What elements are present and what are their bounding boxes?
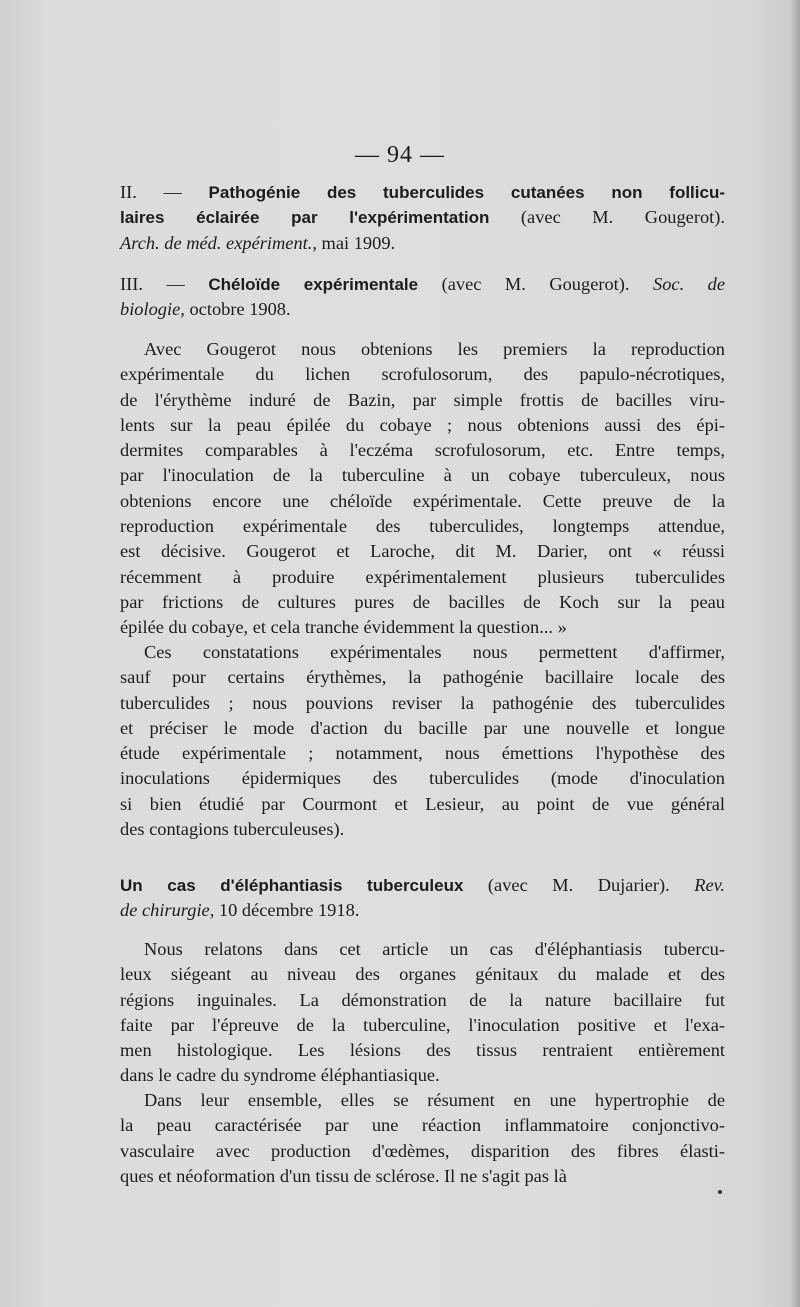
text-line xyxy=(120,565,725,590)
entry-journal: Rev. xyxy=(694,875,726,895)
entry-authors: (avec M. Gougerot). xyxy=(489,207,725,228)
line-text: obtenions encore une chéloïde expérimentale. Cette preuve de la xyxy=(120,490,725,511)
entry-3-line-2 xyxy=(120,898,725,923)
text-line xyxy=(120,1013,725,1038)
entry-authors: (avec M. Gougerot). xyxy=(418,274,630,294)
text-line xyxy=(120,766,725,791)
text-line xyxy=(120,741,725,766)
text-line xyxy=(120,514,725,539)
entry-title: Un cas d'éléphantiasis tuberculeux xyxy=(120,876,464,895)
line-text: de l'érythème induré de Bazin, par simple frottis de bacilles viru- xyxy=(120,389,725,410)
text-line xyxy=(120,413,725,438)
text-line xyxy=(120,615,725,640)
line-text: Nous relatons dans cet article un cas d'éléphantiasis tubercu- xyxy=(144,939,725,959)
text-line xyxy=(120,962,725,987)
entry-title: Chéloïde expérimentale xyxy=(208,275,419,294)
text-line xyxy=(120,1038,725,1063)
text-line xyxy=(120,1113,725,1138)
line-text: men histologique. Les lésions des tissus rentraient entièrement xyxy=(120,1040,725,1061)
line-text: est décisive. Gougerot et Laroche, dit M. Darier, ont « réussi xyxy=(120,541,725,562)
page-edge-shadow xyxy=(790,0,800,1307)
paragraph-2 xyxy=(120,640,725,842)
line-text: la peau caractérisée par une réaction inflammatoire conjonctivo- xyxy=(120,1115,725,1136)
line-text: ques et néoformation d'un tissu de sclérose. Il ne s'agit pas là xyxy=(120,1165,567,1186)
text-line xyxy=(120,388,725,413)
entry-ii xyxy=(120,180,725,256)
line-text: épilée du cobaye, et cela tranche évidemment la question... » xyxy=(120,617,567,638)
text-line xyxy=(120,1063,725,1088)
text-line xyxy=(120,362,725,387)
text-line xyxy=(120,640,725,665)
line-text: et préciser le mode d'action du bacille par une nouvelle et longue xyxy=(120,717,725,738)
entry-3-line-1 xyxy=(120,873,725,898)
text-line xyxy=(120,463,725,488)
line-text: Dans leur ensemble, elles se résument en une hypertrophie de xyxy=(144,1090,725,1110)
paragraph-3 xyxy=(120,937,725,1089)
text-line xyxy=(120,539,725,564)
line-text: tuberculides ; nous pouvions reviser la pathogénie des tuberculides xyxy=(120,692,725,713)
text-line xyxy=(120,716,725,741)
entry-ii-line-1 xyxy=(120,180,725,205)
ink-speck xyxy=(718,1190,722,1194)
text-line xyxy=(120,691,725,716)
entry-ii-line-3 xyxy=(120,231,725,256)
line-text: régions inguinales. La démonstration de la nature bacillaire fut xyxy=(120,989,725,1010)
line-text: inoculations épidermiques des tuberculides (mode d'inoculation xyxy=(120,768,725,789)
text-line xyxy=(120,438,725,463)
line-text: lents sur la peau épilée du cobaye ; nous obtenions aussi des épi- xyxy=(120,414,725,435)
entry-date: octobre 1908. xyxy=(184,299,291,320)
text-line xyxy=(120,1164,725,1189)
line-text: expérimentale du lichen scrofulosorum, des papulo-nécrotiques, xyxy=(120,364,725,385)
line-text: leux siégeant au niveau des organes génitaux du malade et des xyxy=(120,964,725,985)
entry-authors: (avec M. Dujarier). xyxy=(463,875,670,895)
line-text: sauf pour certains érythèmes, la pathogénie bacillaire locale des xyxy=(120,667,725,688)
text-line xyxy=(120,489,725,514)
text-line xyxy=(120,817,725,842)
entry-journal: Soc. de xyxy=(653,274,726,294)
line-text: reproduction expérimentale des tuberculides, longtemps attendue, xyxy=(120,516,725,537)
line-text: Ces constatations expérimentales nous permettent d'affirmer, xyxy=(144,642,725,662)
entry-iii-line-2 xyxy=(120,297,725,322)
entry-ii-line-2 xyxy=(120,205,725,230)
entry-journal-cont: biologie, xyxy=(120,299,185,320)
entry-title-cont: laires éclairée par l'expérimentation xyxy=(120,208,490,228)
line-text: Avec Gougerot nous obtenions les premiers la reproduction xyxy=(144,339,725,359)
line-text: par l'inoculation de la tuberculine à un cobaye tuberculeux, nous xyxy=(120,465,725,486)
entry-journal: Arch. de méd. expériment. xyxy=(120,232,313,253)
entry-number: II. — xyxy=(120,182,209,202)
line-text: faite par l'épreuve de la tuberculine, l'inoculation positive et l'exa- xyxy=(120,1014,725,1035)
text-line xyxy=(120,937,725,962)
entry-number: III. — xyxy=(120,274,209,294)
text-line xyxy=(120,337,725,362)
line-text: étude expérimentale ; notamment, nous émettions l'hypothèse des xyxy=(120,743,725,764)
text-line xyxy=(120,590,725,615)
paragraph-4 xyxy=(120,1088,725,1189)
entry-date: 10 décembre 1918. xyxy=(214,900,360,921)
entry-elephantiasis xyxy=(120,873,725,924)
line-text: dermites comparables à l'eczéma scrofulosorum, etc. Entre temps, xyxy=(120,440,725,461)
text-line xyxy=(120,792,725,817)
line-text: des contagions tuberculeuses). xyxy=(120,819,345,840)
text-line xyxy=(120,1088,725,1113)
entry-date: , mai 1909. xyxy=(312,232,396,253)
paragraph-1 xyxy=(120,337,725,641)
entry-iii-line-1 xyxy=(120,272,725,297)
line-text: dans le cadre du syndrome éléphantiasique. xyxy=(120,1065,440,1086)
text-line xyxy=(120,665,725,690)
line-text: vasculaire avec production d'œdèmes, disparition des fibres élasti- xyxy=(120,1140,725,1161)
line-text: si bien étudié par Courmont et Lesieur, au point de vue général xyxy=(120,793,725,814)
text-line xyxy=(120,988,725,1013)
line-text: par frictions de cultures pures de bacilles de Koch sur la peau xyxy=(120,591,725,612)
entry-title: Pathogénie des tuberculides cutanées non follicu- xyxy=(208,183,725,202)
text-line xyxy=(120,1139,725,1164)
line-text: récemment à produire expérimentalement plusieurs tuberculides xyxy=(120,566,725,587)
entry-journal-cont: de chirurgie, xyxy=(120,900,215,921)
entry-iii xyxy=(120,272,725,323)
page-number: — 94 — xyxy=(355,142,445,168)
